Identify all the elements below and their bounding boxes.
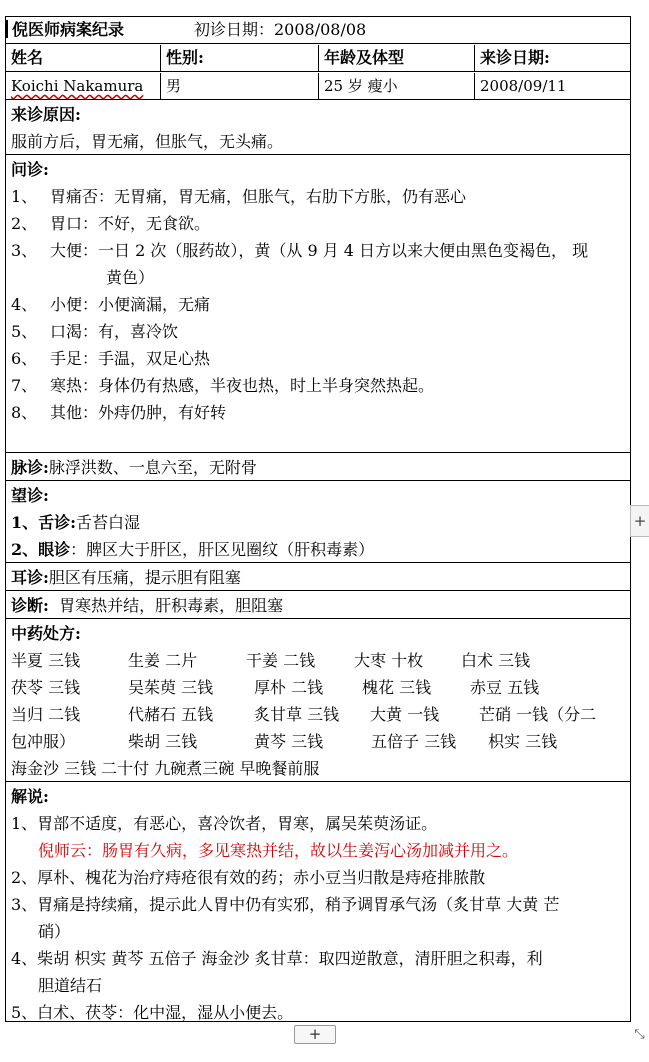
explanation-line: 1、胃部不适度，有恶心，喜冷饮者，胃寒，属吴茱萸汤证。: [11, 814, 438, 833]
herb-item: 半夏 三钱: [11, 651, 81, 670]
ear-text: 胆区有压痛，提示胆有阻塞: [48, 568, 241, 587]
explanation-line: 4、柴胡 枳实 黄芩 五倍子 海金沙 炙甘草：取四逆散意，清肝胆之积毒，利: [11, 949, 543, 968]
explanation-continuation: 硝）: [38, 922, 71, 941]
inquiry-item-text: 其他：外痔仍肿，有好转: [50, 403, 227, 422]
case-record-sheet: [5, 16, 631, 1022]
inquiry-item: 5、: [11, 322, 38, 341]
inquiry-item-text: 寒热：身体仍有热感，半夜也热，时上半身突然热起。: [50, 376, 435, 395]
gender-header: 性别:: [160, 45, 318, 71]
reason-section: [6, 101, 630, 155]
inquiry-item-text: 大便：一日 2 次（服药故），黄（从 9 月 4 日方以来大便由黑色变褐色， 现: [50, 241, 589, 260]
inquiry-item: 3、: [11, 241, 38, 260]
prescription-section: [6, 620, 630, 782]
record-title: 倪医师病案纪录: [12, 20, 125, 39]
herb-row: [11, 674, 626, 701]
herb-item: 芒硝 一钱（分二: [479, 705, 597, 724]
prescription-label: 中药处方:: [11, 624, 81, 643]
inquiry-item-text: 胃口：不好，无食欲。: [50, 214, 211, 233]
tongue-text: 舌苔白湿: [76, 513, 141, 532]
herb-item: 代赭石 五钱: [128, 705, 214, 724]
herb-row: [11, 701, 626, 728]
herb-item: 五倍子 三钱: [371, 732, 457, 751]
herb-item: 槐花 三钱: [362, 678, 432, 697]
herb-item: 包冲服）: [11, 732, 76, 751]
herb-item: 干姜 二钱: [246, 651, 316, 670]
inquiry-item: 6、: [11, 349, 38, 368]
reason-text: 服前方后，胃无痛，但胀气，无头痛。: [11, 132, 284, 151]
header-row: [6, 17, 630, 44]
eye-text: ：脾区大于肝区，肝区见圈纹（肝积毒素）: [70, 540, 375, 559]
observation-section: [6, 482, 630, 563]
herb-item: 黄芩 三钱: [254, 732, 324, 751]
inquiry-item-continuation: 黄色）: [106, 268, 155, 287]
inquiry-item-text: 胃痛否：无胃痛，胃无痛，但胀气，右肋下方胀，仍有恶心: [50, 187, 467, 206]
explanation-line: 5、白术、茯苓：化中湿，湿从小便去。: [11, 1003, 294, 1022]
patient-name: Koichi Nakamura: [11, 77, 144, 95]
inquiry-item-text: 手足：手温，双足心热: [50, 349, 211, 368]
herb-item: 大黄 一钱: [370, 705, 440, 724]
herb-item: 白术 三钱: [461, 651, 531, 670]
diagnosis-text: 胃寒热并结，肝积毒素，胆阻塞: [59, 596, 284, 615]
inquiry-section: [6, 156, 630, 453]
tongue-label: 1、舌诊:: [11, 513, 77, 532]
age-header: 年龄及体型: [318, 45, 474, 71]
resize-handle-icon[interactable]: ⤡: [634, 1027, 645, 1042]
pulse-label: 脉诊:: [11, 458, 49, 477]
pulse-text: 脉浮洪数、一息六至，无附骨: [48, 458, 257, 477]
herb-item: 柴胡 三钱: [128, 732, 198, 751]
herb-row: [11, 647, 626, 674]
add-row-button[interactable]: +: [294, 1025, 336, 1044]
info-header-row: [6, 45, 630, 72]
visit-date: 2008/09/11: [474, 73, 630, 99]
herb-item: 吴茱萸 三钱: [128, 678, 214, 697]
herb-item: 大枣 十枚: [354, 651, 424, 670]
reason-label: 来诊原因:: [11, 105, 81, 124]
inquiry-item: 7、: [11, 376, 38, 395]
pulse-section: [6, 454, 630, 481]
visit-date-header: 来诊日期:: [474, 45, 630, 71]
add-column-button[interactable]: +: [630, 505, 649, 537]
inquiry-item-text: 小便：小便滴漏，无痛: [50, 295, 211, 314]
prescription-instructions: 海金沙 三钱 二十付 九碗煮三碗 早晚餐前服: [11, 759, 320, 778]
diagnosis-label: 诊断:: [11, 596, 49, 615]
observation-label: 望诊:: [11, 486, 49, 505]
ear-label: 耳诊:: [11, 568, 49, 587]
herb-item: 茯苓 三钱: [11, 678, 81, 697]
herb-item: 厚朴 二钱: [254, 678, 324, 697]
inquiry-item: 2、: [11, 214, 38, 233]
herb-item: 当归 二钱: [11, 705, 81, 724]
explanation-label: 解说:: [11, 787, 49, 806]
inquiry-label: 问诊:: [11, 160, 49, 179]
herb-item: 生姜 二片: [128, 651, 198, 670]
diagnosis-section: [6, 592, 630, 619]
inquiry-item: 1、: [11, 187, 38, 206]
info-value-row: [6, 73, 630, 100]
first-visit-date: 初诊日期：2008/08/08: [194, 20, 367, 39]
herb-item: 赤豆 五钱: [470, 678, 540, 697]
herb-row: [11, 728, 626, 755]
teacher-note: 倪师云：肠胃有久病，多见寒热并结，故以生姜泻心汤加减并用之。: [38, 841, 519, 860]
herb-item: 枳实 三钱: [488, 732, 558, 751]
explanation-section: [6, 783, 630, 1021]
patient-gender: 男: [160, 73, 318, 99]
inquiry-item: 4、: [11, 295, 38, 314]
explanation-continuation: 胆道结石: [38, 976, 103, 995]
ear-section: [6, 564, 630, 591]
inquiry-item: 8、: [11, 403, 38, 422]
eye-label: 2、眼诊: [11, 540, 71, 559]
explanation-line: 2、厚朴、槐花为治疗痔疮很有效的药；赤小豆当归散是痔疮排脓散: [11, 868, 486, 887]
patient-age-build: 25 岁 瘦小: [318, 73, 474, 99]
inquiry-item-text: 口渴：有，喜冷饮: [50, 322, 179, 341]
explanation-line: 3、胃痛是持续痛，提示此人胃中仍有实邪，稍予调胃承气汤（炙甘草 大黄 芒: [11, 895, 560, 914]
herb-item: 炙甘草 三钱: [254, 705, 340, 724]
name-header: 姓名: [11, 48, 44, 67]
